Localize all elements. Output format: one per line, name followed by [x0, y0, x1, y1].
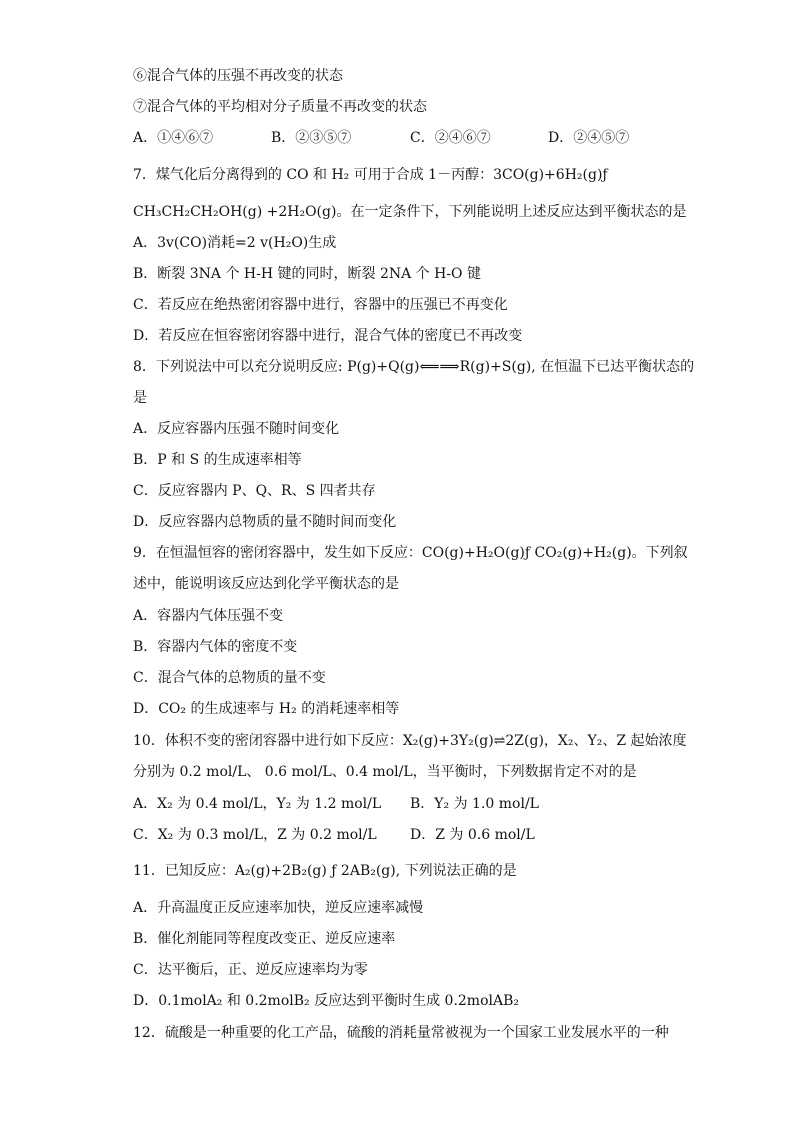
- q7-option-d: D．若反应在恒容密闭容器中进行，混合气体的密度已不再改变: [133, 328, 523, 344]
- q8-option-c: C．反应容器内 P、Q、R、S 四者共存: [133, 483, 376, 499]
- q10-stem-1: 10．体积不变的密闭容器中进行如下反应：X₂(g)+3Y₂(g)⇌2Z(g)，X₂、Y₂、Z 起始浓度: [133, 733, 687, 749]
- q9-stem-1: 9．在恒温恒容的密闭容器中，发生如下反应：CO(g)+H₂O(g)ƒ CO₂(g)+H₂(g)。下列叙: [133, 545, 688, 561]
- q11-stem: 11．已知反应：A₂(g)+2B₂(g) ƒ 2AB₂(g), 下列说法正确的是: [133, 863, 517, 879]
- q10-option-a: A．X₂ 为 0.4 mol/L，Y₂ 为 1.2 mol/L: [133, 796, 382, 812]
- q6-option-b: B．②③⑤⑦: [271, 130, 352, 146]
- q10-option-d: D．Z 为 0.6 mol/L: [410, 827, 535, 843]
- q9-option-b: B．容器内气体的密度不变: [133, 639, 298, 655]
- q9-option-d: D．CO₂ 的生成速率与 H₂ 的消耗速率相等: [133, 701, 400, 717]
- q11-option-c: C．达平衡后，正、逆反应速率均为零: [133, 962, 368, 978]
- q11-option-a: A．升高温度正反应速率加快，逆反应速率减慢: [133, 900, 424, 916]
- q7-option-c: C．若反应在绝热密闭容器中进行，容器中的压强已不再变化: [133, 297, 508, 313]
- q7-stem-2: CH₃CH₂CH₂OH(g) +2H₂O(g)。在一定条件下，下列能说明上述反应达到平衡状态的是: [133, 204, 687, 220]
- q6-option-c: C．②④⑥⑦: [410, 130, 491, 146]
- q7-stem-1: 7．煤气化后分离得到的 CO 和 H₂ 可用于合成 1－丙醇：3CO(g)+6H₂(g)ƒ: [133, 167, 608, 183]
- q8-option-a: A．反应容器内压强不随时间变化: [133, 421, 340, 437]
- q8-stem-1: 8．下列说法中可以充分说明反应: P(g)+Q(g)⟸⟹R(g)+S(g), 在恒温下已达平衡状态的: [133, 359, 695, 375]
- q6-item-7: ⑦混合气体的平均相对分子质量不再改变的状态: [133, 99, 427, 115]
- q6-option-d: D．②④⑤⑦: [548, 130, 630, 146]
- q6-item-6: ⑥混合气体的压强不再改变的状态: [133, 68, 343, 84]
- q12-stem: 12．硫酸是一种重要的化工产品，硫酸的消耗量常被视为一个国家工业发展水平的一种: [133, 1025, 669, 1041]
- q8-option-d: D．反应容器内总物质的量不随时间而变化: [133, 514, 397, 530]
- q7-option-a: A．3v(CO)消耗=2 v(H₂O)生成: [133, 235, 337, 251]
- q6-option-a: A．①④⑥⑦: [133, 130, 214, 146]
- q11-option-b: B．催化剂能同等程度改变正、逆反应速率: [133, 931, 396, 947]
- q8-option-b: B．P 和 S 的生成速率相等: [133, 452, 302, 468]
- q9-option-c: C．混合气体的总物质的量不变: [133, 670, 326, 686]
- q11-option-d: D．0.1molA₂ 和 0.2molB₂ 反应达到平衡时生成 0.2molAB₂: [133, 993, 519, 1009]
- q10-option-b: B．Y₂ 为 1.0 mol/L: [410, 796, 539, 812]
- q9-stem-2: 述中，能说明该反应达到化学平衡状态的是: [133, 576, 399, 592]
- q7-option-b: B．断裂 3NA 个 H-H 键的同时，断裂 2NA 个 H-O 键: [133, 266, 481, 282]
- q9-option-a: A．容器内气体压强不变: [133, 608, 284, 624]
- q10-stem-2: 分别为 0.2 mol/L、 0.6 mol/L、0.4 mol/L，当平衡时，下列数据肯定不对的是: [133, 764, 637, 780]
- q8-stem-2: 是: [133, 390, 147, 406]
- q10-option-c: C．X₂ 为 0.3 mol/L，Z 为 0.2 mol/L: [133, 827, 377, 843]
